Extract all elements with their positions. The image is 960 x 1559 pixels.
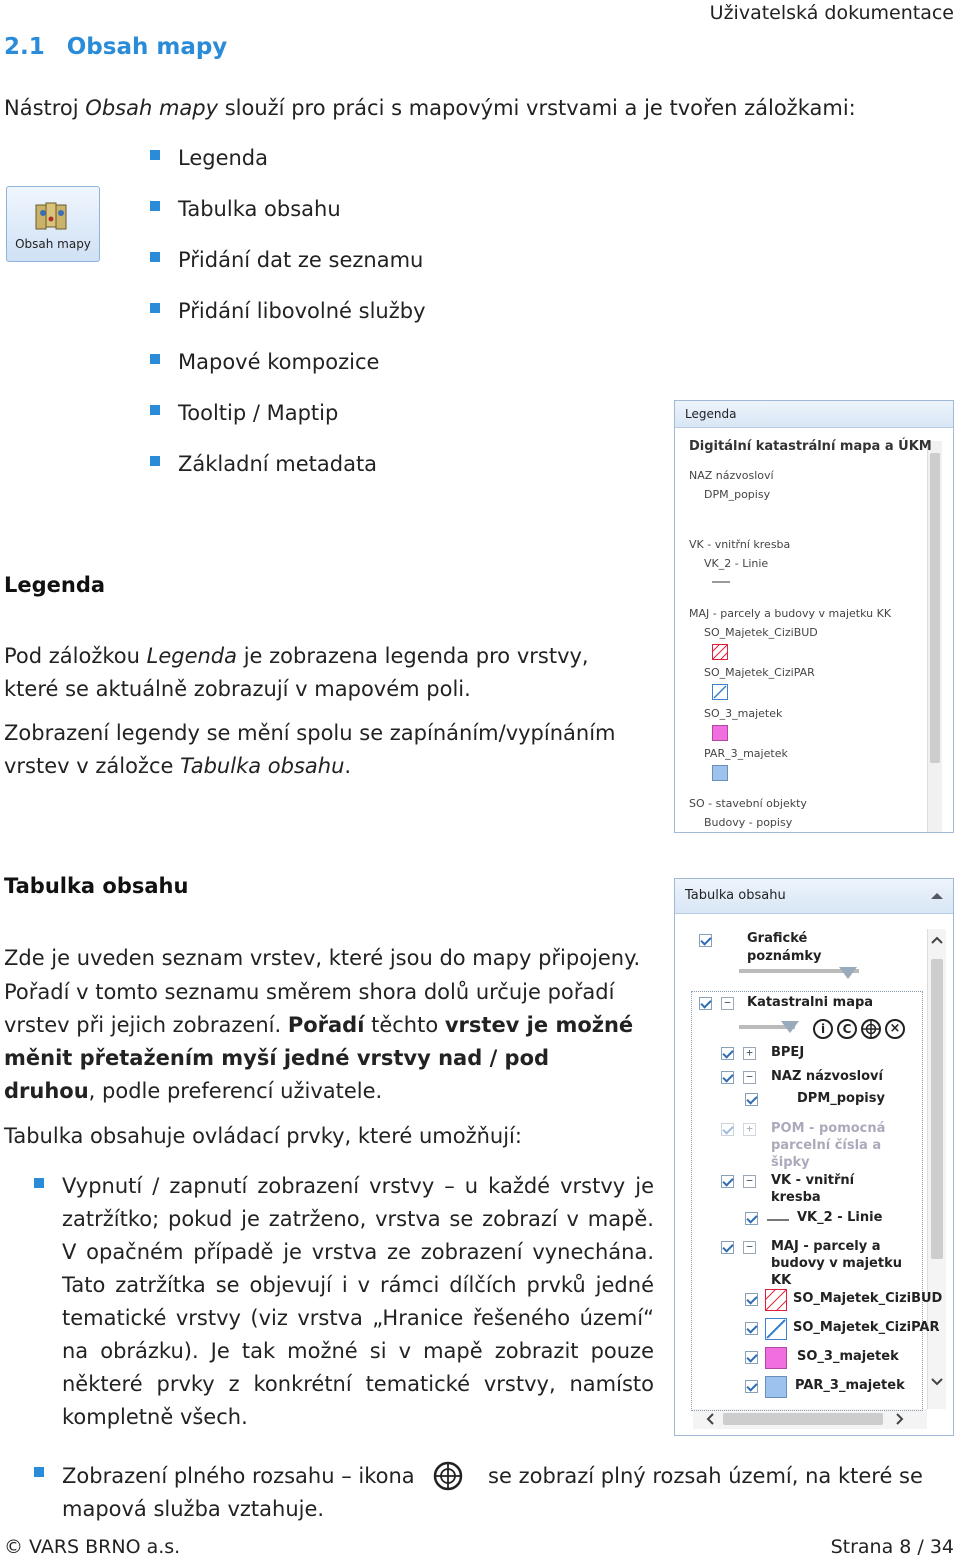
legenda-heading: Legenda <box>4 573 106 597</box>
hatch-red-swatch <box>765 1289 787 1311</box>
layer-label-vk-1: VK - vnitřní <box>771 1173 855 1188</box>
layer-label-dpm: DPM_popisy <box>797 1091 885 1106</box>
legenda-paragraph-1: Pod záložkou Legenda je zobrazena legenda pro vrstvy, které se aktuálně zobrazují v mapovém poli. <box>4 644 589 701</box>
layer-label-graficke-2: poznámky <box>747 949 822 964</box>
footer-page-number: Strana 8 / 34 <box>830 1536 954 1558</box>
chevron-right-icon[interactable] <box>895 1413 905 1425</box>
intro-text-1: Nástroj <box>4 96 86 120</box>
layer-checkbox-graficke[interactable] <box>699 934 712 947</box>
chevron-down-icon[interactable] <box>931 1377 943 1387</box>
layer-checkbox-dpm[interactable] <box>745 1093 758 1106</box>
full-extent-icon[interactable] <box>861 1019 881 1039</box>
intro-text-2: slouží pro práci s mapovými vrstvami a je tvořen záložkami: <box>218 96 856 120</box>
toc-hscrollbar[interactable] <box>693 1409 927 1429</box>
light-blue-swatch <box>765 1376 787 1398</box>
layer-label-bpej: BPEJ <box>771 1045 805 1060</box>
legend-sublayer-par3: PAR_3_majetek <box>704 747 788 760</box>
layer-label-maj-3: KK <box>771 1273 792 1288</box>
legend-scroll-thumb[interactable] <box>930 453 940 763</box>
layer-label-katastralni: Katastralni mapa <box>747 995 874 1010</box>
bullet-marker <box>34 1467 44 1477</box>
legenda-paragraph-2: Zobrazení legendy se mění spolu se zapínáním/vypínáním vrstev v záložce Tabulka obsahu. <box>4 721 616 778</box>
expand-toggle-pom[interactable]: + <box>743 1123 756 1136</box>
layer-checkbox-so-bud[interactable] <box>745 1293 758 1306</box>
document-header: Uživatelská dokumentace <box>709 2 954 24</box>
layer-checkbox-maj[interactable] <box>721 1241 734 1254</box>
layer-label-vk-2: kresba <box>771 1190 821 1205</box>
layer-label-naz: NAZ názvosloví <box>771 1069 883 1084</box>
opacity-slider-handle[interactable] <box>839 967 857 979</box>
legend-layer-naz: NAZ názvosloví <box>689 469 774 482</box>
list-item: Tooltip / Maptip <box>150 401 338 425</box>
layer-checkbox-so3[interactable] <box>745 1351 758 1364</box>
layer-checkbox-bpej[interactable] <box>721 1047 734 1060</box>
legend-layer-vk: VK - vnitřní kresba <box>689 538 791 551</box>
legend-sublayer-so-par: SO_Majetek_CiziPAR <box>704 666 815 679</box>
legend-layer-so-stav: SO - stavební objekty <box>689 797 807 810</box>
layer-label-so3: SO_3_majetek <box>797 1349 899 1364</box>
layer-label-par3: PAR_3_majetek <box>795 1378 905 1393</box>
legend-sublayer-budovy: Budovy - popisy <box>704 816 793 829</box>
toc-scrollbar[interactable] <box>927 929 946 1409</box>
legend-panel-header[interactable]: Legenda <box>675 401 953 428</box>
opacity-slider-handle[interactable] <box>781 1021 799 1033</box>
full-extent-icon <box>433 1461 463 1491</box>
toc-hscroll-thumb[interactable] <box>723 1413 883 1425</box>
layer-checkbox-katastralni[interactable] <box>699 997 712 1010</box>
toc-scroll-thumb[interactable] <box>931 959 943 1259</box>
layer-label-pom-1: POM - pomocná <box>771 1121 886 1136</box>
hatch-blue-swatch <box>712 684 728 700</box>
list-item: Přidání dat ze seznamu <box>150 248 423 272</box>
layer-label-pom-3: šipky <box>771 1155 810 1170</box>
hatch-red-swatch <box>712 644 728 660</box>
section-title-text: Obsah mapy <box>66 34 228 60</box>
chevron-up-icon[interactable] <box>931 935 943 945</box>
legend-scrollbar[interactable] <box>927 441 942 833</box>
layer-label-pom-2: parcelní čísla a <box>771 1138 882 1153</box>
legend-panel <box>674 400 954 833</box>
footer-company: © VARS BRNO a.s. <box>4 1536 181 1558</box>
legend-sublayer-so-bud: SO_Majetek_CiziBUD <box>704 626 818 639</box>
toc-panel-header[interactable]: Tabulka obsahu <box>675 879 953 914</box>
remove-icon[interactable]: × <box>885 1019 905 1039</box>
list-item: Mapové kompozice <box>150 350 379 374</box>
intro-tool-name: Obsah mapy <box>85 96 219 120</box>
list-item: Legenda <box>150 146 268 170</box>
list-item: Přidání libovolné služby <box>150 299 426 323</box>
layer-checkbox-so-par[interactable] <box>745 1322 758 1335</box>
layer-label-vk2: VK_2 - Linie <box>797 1210 883 1225</box>
collapse-toggle-katastralni[interactable]: − <box>721 997 734 1010</box>
map-icon <box>34 199 74 233</box>
line-symbol <box>767 1219 789 1221</box>
layer-checkbox-pom[interactable] <box>721 1123 734 1136</box>
layer-checkbox-par3[interactable] <box>745 1380 758 1393</box>
obsah-mapy-tool-button[interactable] <box>6 186 100 262</box>
list-item: Základní metadata <box>150 452 377 476</box>
section-title <box>4 34 227 60</box>
tabulka-bullet-1: Vypnutí / zapnutí zobrazení vrstvy – u každé vrstvy je zatržítko; pokud je zatrženo, vrstva se zobrazí v mapě. V opačném případě je vrstva ze zobrazení vynechána. Tato zatržítka se objevují i v rámci dílčích prvků jedné tematické vrstvy (viz vrstva „Hranice řešeného území“ na obrázku). Je tak možné si v mapě zobrazit pouze některé prvky z konkrétní tematické vrstvy, namísto kompletně všech. <box>62 1174 654 1429</box>
pink-swatch <box>765 1347 787 1369</box>
layer-checkbox-naz[interactable] <box>721 1071 734 1084</box>
expand-toggle-bpej[interactable]: + <box>743 1047 756 1060</box>
pink-swatch <box>712 725 728 741</box>
layer-checkbox-vk[interactable] <box>721 1175 734 1188</box>
tabulka-bullet-2: Zobrazení plného rozsahu – ikona se zobrazí plný rozsah území, na které se mapová služba vztahuje. <box>62 1460 954 1526</box>
tabulka-paragraph-3: Tabulka obsahuje ovládací prvky, které umožňují: <box>4 1124 522 1148</box>
tabulka-paragraph-1: Zde je uveden seznam vrstev, které jsou do mapy připojeny. <box>4 946 641 970</box>
collapse-icon[interactable] <box>931 893 943 899</box>
bullet-marker <box>34 1178 44 1188</box>
legend-sublayer-vk2: VK_2 - Linie <box>704 557 769 570</box>
layer-label-so-par: SO_Majetek_CiziPAR <box>793 1320 940 1335</box>
line-symbol <box>712 581 730 583</box>
collapse-toggle-maj[interactable]: − <box>743 1241 756 1254</box>
intro-paragraph <box>4 92 856 125</box>
legend-sublayer-so3: SO_3_majetek <box>704 707 783 720</box>
collapse-toggle-naz[interactable]: − <box>743 1071 756 1084</box>
tabulka-heading: Tabulka obsahu <box>4 874 189 898</box>
layer-label-maj-1: MAJ - parcely a <box>771 1239 881 1254</box>
info-icon[interactable]: i <box>813 1019 833 1039</box>
chevron-left-icon[interactable] <box>705 1413 715 1425</box>
tabulka-paragraph-2: Pořadí v tomto seznamu směrem shora dolů určuje pořadí vrstev při jejich zobrazení. Pořadí těchto vrstev je možné měnit přetažením myší jedné vrstvy nad / pod druhou, podle preferencí uživatele. <box>4 980 634 1103</box>
layer-label-so-bud: SO_Majetek_CiziBUD <box>793 1291 943 1306</box>
list-item: Tabulka obsahu <box>150 197 341 221</box>
section-number: 2.1 <box>4 34 45 60</box>
hatch-blue-swatch <box>765 1318 787 1340</box>
light-blue-swatch <box>712 765 728 781</box>
layer-label-maj-2: budovy v majetku <box>771 1256 902 1271</box>
collapse-toggle-vk[interactable]: − <box>743 1175 756 1188</box>
legend-service-title: Digitální katastrální mapa a ÚKM <box>689 439 932 454</box>
copyright-icon[interactable]: C <box>837 1019 857 1039</box>
tool-icon-label: Obsah mapy <box>15 237 91 251</box>
layer-checkbox-vk2[interactable] <box>745 1212 758 1225</box>
legend-sublayer-dpm: DPM_popisy <box>704 488 771 501</box>
toc-panel <box>674 878 954 1436</box>
layer-label-graficke-1: Grafické <box>747 931 808 946</box>
legend-layer-maj: MAJ - parcely a budovy v majetku KK <box>689 607 892 620</box>
